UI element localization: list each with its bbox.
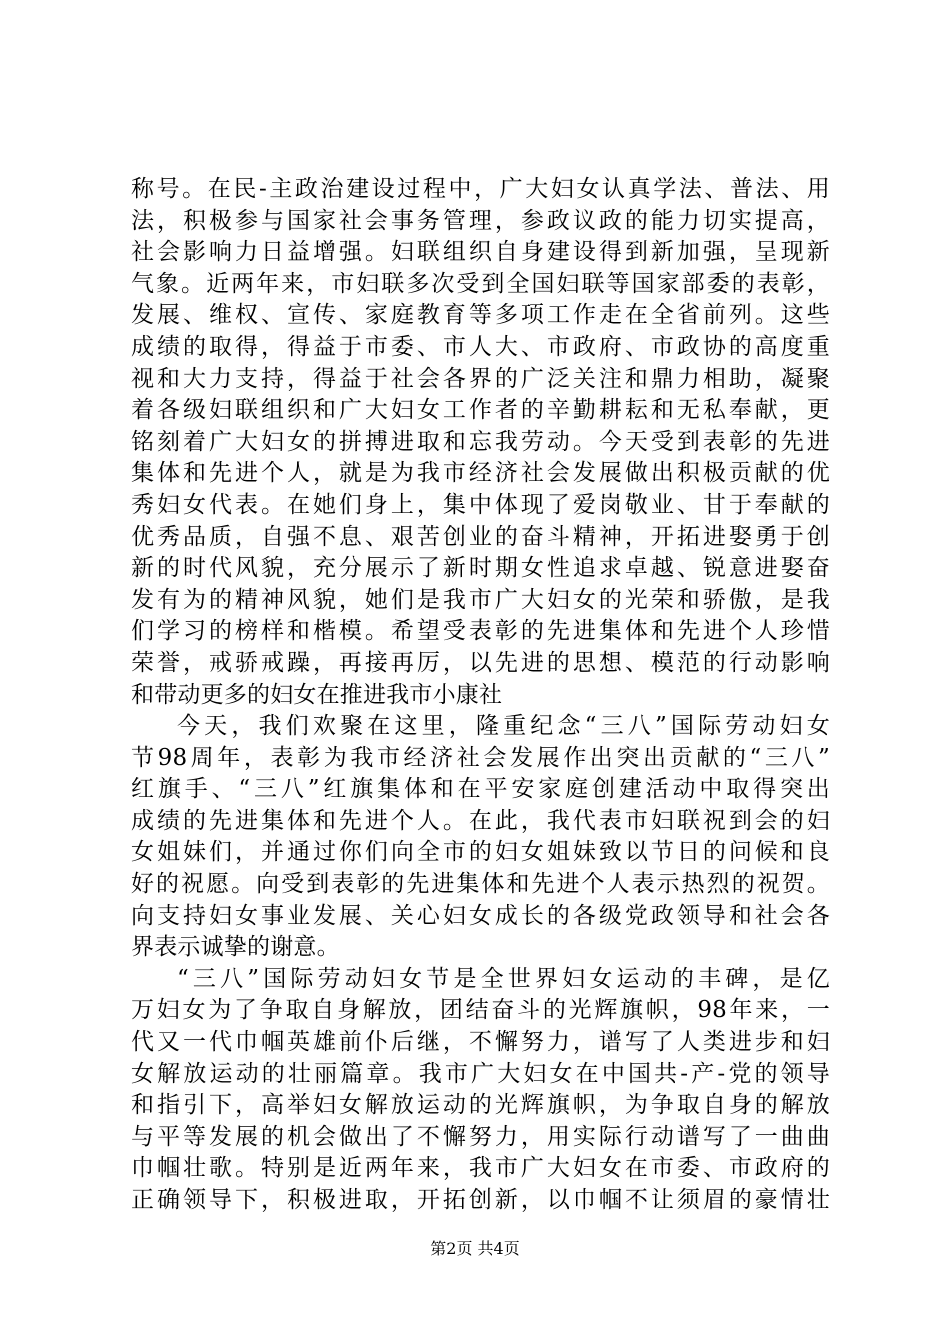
text-line: 秀妇女代表。在她们身上，集中体现了爱岗敬业、甘于奉献的 (131, 491, 830, 518)
text-line: 荣誉，戒骄戒躁，再接再厉，以先进的思想、模范的行动影响 (131, 649, 830, 676)
text-line: 称号。在民-主政治建设过程中，广大妇女认真学法、普法、用 (131, 176, 830, 202)
text-line: 代又一代巾帼英雄前仆后继，不懈努力，谱写了人类进步和妇 (131, 1029, 830, 1056)
text-line: 向支持妇女事业发展、关心妇女成长的各级党政领导和社会各 (131, 902, 830, 929)
text-line: 们学习的榜样和楷模。希望受表彰的先进集体和先进个人珍惜 (131, 618, 830, 645)
document-body (131, 174, 830, 1217)
text-line: 界表示诚挚的谢意。 (131, 934, 340, 961)
text-line: 发有为的精神风貌，她们是我市广大妇女的光荣和骄傲，是我 (131, 586, 830, 613)
page-number-footer: 第2页 共4页 (430, 1239, 520, 1258)
text-line: 万妇女为了争取自身解放，团结奋斗的光辉旗帜，98年来，一 (131, 997, 830, 1024)
text-line: 成绩的先进集体和先进个人。在此，我代表市妇联祝到会的妇 (131, 807, 830, 834)
text-line: 和指引下，高举妇女解放运动的光辉旗帜，为争取自身的解放 (131, 1092, 830, 1119)
text-line: 发展、维权、宣传、家庭教育等多项工作走在全省前列。这些 (131, 302, 830, 329)
text-line: 新的时代风貌，充分展示了新时期女性追求卓越、锐意进娶奋 (131, 555, 830, 582)
text-line: 正确领导下，积极进取，开拓创新，以巾帼不让须眉的豪情壮 (131, 1187, 830, 1213)
text-line: 节98周年，表彰为我市经济社会发展作出突出贡献的“三八” (131, 744, 830, 771)
text-line: 优秀品质，自强不息、艰苦创业的奋斗精神，开拓进娶勇于创 (131, 523, 830, 550)
paragraph-first-line: “三八”国际劳动妇女节是全世界妇女运动的丰碑，是亿 (177, 965, 830, 992)
text-line: 与平等发展的机会做出了不懈努力，用实际行动谱写了一曲曲 (131, 1123, 830, 1150)
paragraph-first-line: 今天，我们欢聚在这里，隆重纪念“三八”国际劳动妇女 (177, 713, 830, 740)
text-line: 视和大力支持，得益于社会各界的广泛关注和鼎力相助，凝聚 (131, 365, 830, 392)
text-line: 集体和先进个人，就是为我市经济社会发展做出积极贡献的优 (131, 460, 830, 487)
text-line: 着各级妇联组织和广大妇女工作者的辛勤耕耘和无私奉献，更 (131, 397, 830, 424)
text-line: 红旗手、“三八”红旗集体和在平安家庭创建活动中取得突出 (131, 776, 830, 803)
text-line: 社会影响力日益增强。妇联组织自身建设得到新加强，呈现新 (131, 239, 830, 266)
text-line: 法，积极参与国家社会事务管理，参政议政的能力切实提高， (131, 207, 830, 234)
text-line: 成绩的取得，得益于市委、市人大、市政府、市政协的高度重 (131, 333, 830, 360)
text-line: 和带动更多的妇女在推进我市小康社 (131, 681, 503, 708)
text-line: 气象。近两年来，市妇联多次受到全国妇联等国家部委的表彰， (131, 270, 830, 297)
text-line: 女姐妹们，并通过你们向全市的妇女姐妹致以节日的问候和良 (131, 839, 830, 866)
text-line: 巾帼壮歌。特别是近两年来，我市广大妇女在市委、市政府的 (131, 1155, 830, 1182)
text-line: 好的祝愿。向受到表彰的先进集体和先进个人表示热烈的祝贺。 (131, 871, 830, 898)
text-line: 女解放运动的壮丽篇章。我市广大妇女在中国共-产-党的领导 (131, 1060, 830, 1087)
text-line: 铭刻着广大妇女的拼搏进取和忘我劳动。今天受到表彰的先进 (131, 428, 830, 455)
